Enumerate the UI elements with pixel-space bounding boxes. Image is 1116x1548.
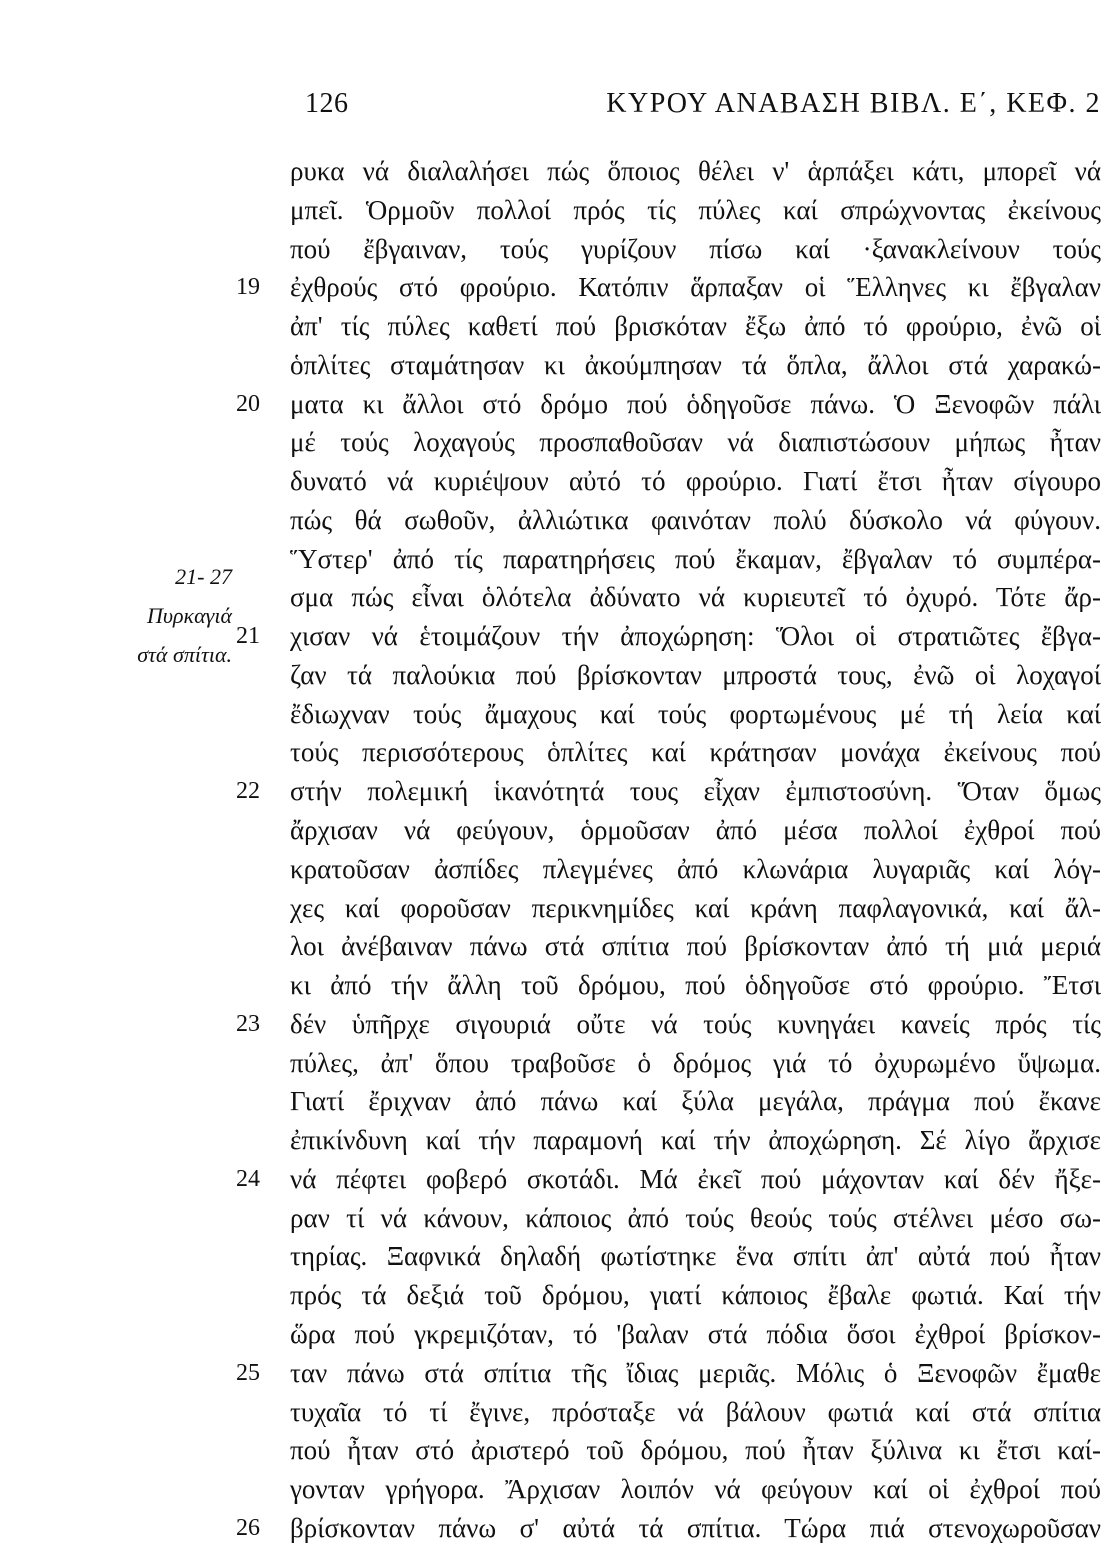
line-text: δυνατό νά κυριέψουν αὐτό τό φρούριο. Γιατί ἔτσι ἦταν σίγουρο: [290, 466, 1101, 497]
text-line: [0, 423, 1116, 462]
line-text: ἀπ' τίς πύλες καθετί πού βρισκόταν ἔξω ἀπό τό φρούριο, ἐνῶ οἱ: [290, 311, 1101, 342]
line-text: τυχαῖα τό τί ἔγινε, πρόσταξε νά βάλουν φωτιά καί στά σπίτια: [290, 1396, 1101, 1427]
line-text: Γιατί ἔριχναν ἀπό πάνω καί ξύλα μεγάλα, πράγμα πού ἔκανε: [290, 1086, 1101, 1117]
text-line: [0, 230, 1116, 269]
text-line: [0, 1509, 1116, 1548]
body-text: [0, 152, 1116, 1548]
text-line: [0, 385, 1116, 424]
line-text: πώς θά σωθοῦν, ἀλλιώτικα φαινόταν πολύ δύσκολο νά φύγουν.: [290, 504, 1101, 535]
line-text: ραν τί νά κάνουν, κάποιος ἀπό τούς θεούς τούς στέλνει μέσο σω-: [290, 1202, 1101, 1233]
line-text: ὁπλίτες σταμάτησαν κι ἀκούμπησαν τά ὅπλα, ἄλλοι στά χαρακώ-: [290, 349, 1101, 380]
line-text: γονταν γρήγορα. Ἄρχισαν λοιπόν νά φεύγουν καί οἱ ἐχθροί πού: [290, 1474, 1101, 1505]
line-text: βρίσκονταν πάνω σ' αὐτά τά σπίτια. Τώρα πιά στενοχωροῦσαν: [290, 1512, 1101, 1543]
text-line: [0, 1315, 1116, 1354]
line-text: μέ τούς λοχαγούς προσπαθοῦσαν νά διαπιστώσουν μήπως ἦταν: [290, 427, 1101, 458]
line-text: ὥρα πού γκρεμιζόταν, τό 'βαλαν στά πόδια ὅσοι ἐχθροί βρίσκον-: [290, 1318, 1101, 1349]
line-text: κρατοῦσαν ἀσπίδες πλεγμένες ἀπό κλωνάρια λυγαριᾶς καί λόγ-: [290, 853, 1101, 884]
text-line: [0, 1276, 1116, 1315]
text-line: [0, 1082, 1116, 1121]
text-line: [0, 927, 1116, 966]
text-line: [0, 889, 1116, 928]
running-title: ΚΥΡΟΥ ΑΝΑΒΑΣΗ ΒΙΒΛ. Ε΄, ΚΕΦ. 2: [606, 88, 1101, 119]
line-text: κι ἀπό τήν ἄλλη τοῦ δρόμου, πού ὁδηγοῦσε στό φρούριο. Ἔτσι: [290, 970, 1101, 1001]
text-line: [0, 695, 1116, 734]
line-text: πού ἦταν στό ἀριστερό τοῦ δρόμου, πού ἦταν ξύλινα κι ἔτσι καί-: [290, 1435, 1101, 1466]
page-number: 126: [305, 88, 349, 119]
line-text: πού ἔβγαιναν, τούς γυρίζουν πίσω καί ·ξανακλείνουν τούς: [290, 233, 1101, 264]
text-line: [0, 1431, 1116, 1470]
line-text: ἐχθρούς στό φρούριο. Κατόπιν ἅρπαξαν οἱ Ἕλληνες κι ἔβγαλαν: [290, 272, 1101, 303]
line-text: τούς περισσότερους ὁπλίτες καί κράτησαν μονάχα ἐκείνους πού: [290, 737, 1101, 768]
text-line: [0, 811, 1116, 850]
text-line: [0, 966, 1116, 1005]
text-line: [0, 152, 1116, 191]
margin-note-line-1: Πυρκαγιά: [147, 603, 232, 628]
section-number: 19: [236, 274, 260, 301]
text-line: [0, 191, 1116, 230]
line-text: δέν ὑπῆρχε σιγουριά οὔτε νά τούς κυνηγάει κανείς πρός τίς: [290, 1008, 1101, 1039]
line-text: ζαν τά παλούκια πού βρίσκονταν μπροστά τους, ἐνῶ οἱ λοχαγοί: [290, 659, 1101, 690]
section-number: 25: [236, 1359, 260, 1386]
line-text: πρός τά δεξιά τοῦ δρόμου, γιατί κάποιος ἔβαλε φωτιά. Καί τήν: [290, 1280, 1101, 1311]
page-header: [305, 88, 1101, 128]
line-text: νά πέφτει φοβερό σκοτάδι. Μά ἐκεῖ πού μάχονταν καί δέν ἤξε-: [290, 1163, 1101, 1194]
text-line: [0, 501, 1116, 540]
text-line: [0, 1199, 1116, 1238]
text-line: [0, 346, 1116, 385]
line-text: στήν πολεμική ἱκανότητά τους εἶχαν ἐμπιστοσύνη. Ὅταν ὅμως: [290, 776, 1101, 807]
text-line: [0, 1005, 1116, 1044]
line-text: ματα κι ἄλλοι στό δρόμο πού ὁδηγοῦσε πάνω. Ὁ Ξενοφῶν πάλι: [290, 388, 1101, 419]
line-text: λοι ἀνέβαιναν πάνω στά σπίτια πού βρίσκονταν ἀπό τή μιά μεριά: [290, 931, 1101, 962]
margin-note-range: 21- 27: [175, 564, 232, 589]
text-line: [0, 268, 1116, 307]
section-number: 26: [236, 1514, 260, 1541]
text-line: [0, 1121, 1116, 1160]
text-line: [0, 462, 1116, 501]
section-number: 24: [236, 1165, 260, 1192]
section-number: 22: [236, 778, 260, 805]
text-line: [0, 850, 1116, 889]
text-line: [0, 1044, 1116, 1083]
line-text: ἄρχισαν νά φεύγουν, ὁρμοῦσαν ἀπό μέσα πολλοί ἐχθροί πού: [290, 815, 1101, 846]
line-text: ταν πάνω στά σπίτια τῆς ἴδιας μεριᾶς. Μόλις ὁ Ξενοφῶν ἔμαθε: [290, 1357, 1101, 1388]
text-line: [0, 1237, 1116, 1276]
section-number: 20: [236, 390, 260, 417]
line-text: μπεῖ. Ὁρμοῦν πολλοί πρός τίς πύλες καί σπρώχνοντας ἐκείνους: [290, 194, 1101, 225]
margin-note-line-2: στά σπίτια.: [137, 642, 232, 667]
text-line: [0, 1393, 1116, 1432]
section-number: 23: [236, 1010, 260, 1037]
text-line: [0, 733, 1116, 772]
line-text: Ὕστερ' ἀπό τίς παρατηρήσεις πού ἔκαμαν, ἔβγαλαν τό συμπέρα-: [290, 543, 1101, 574]
text-line: [0, 1470, 1116, 1509]
text-line: [0, 1354, 1116, 1393]
line-text: τηρίας. Ξαφνικά δηλαδή φωτίστηκε ἕνα σπίτι ἀπ' αὐτά πού ἦταν: [290, 1241, 1101, 1272]
text-line: [0, 307, 1116, 346]
line-text: χες καί φοροῦσαν περικνημίδες καί κράνη παφλαγονικά, καί ἄλ-: [290, 892, 1101, 923]
text-line: [0, 1160, 1116, 1199]
line-text: ἔδιωχναν τούς ἄμαχους καί τούς φορτωμένους μέ τή λεία καί: [290, 698, 1101, 729]
line-text: πύλες, ἀπ' ὅπου τραβοῦσε ὁ δρόμος γιά τό ὀχυρωμένο ὕψωμα.: [290, 1047, 1101, 1078]
text-line: [0, 772, 1116, 811]
line-text: ρυκα νά διαλαλήσει πώς ὅποιος θέλει ν' ἁρπάξει κάτι, μπορεῖ νά: [290, 156, 1101, 186]
line-text: χισαν νά ἑτοιμάζουν τήν ἀποχώρηση: Ὅλοι οἱ στρατιῶτες ἔβγα-: [290, 621, 1101, 652]
line-text: ἐπικίνδυνη καί τήν παραμονή καί τήν ἀποχώρηση. Σέ λίγο ἄρχισε: [290, 1125, 1101, 1156]
section-number: 21: [236, 623, 260, 650]
line-text: σμα πώς εἶναι ὁλότελα ἀδύνατο νά κυριευτεῖ τό ὀχυρό. Τότε ἄρ-: [290, 582, 1101, 613]
